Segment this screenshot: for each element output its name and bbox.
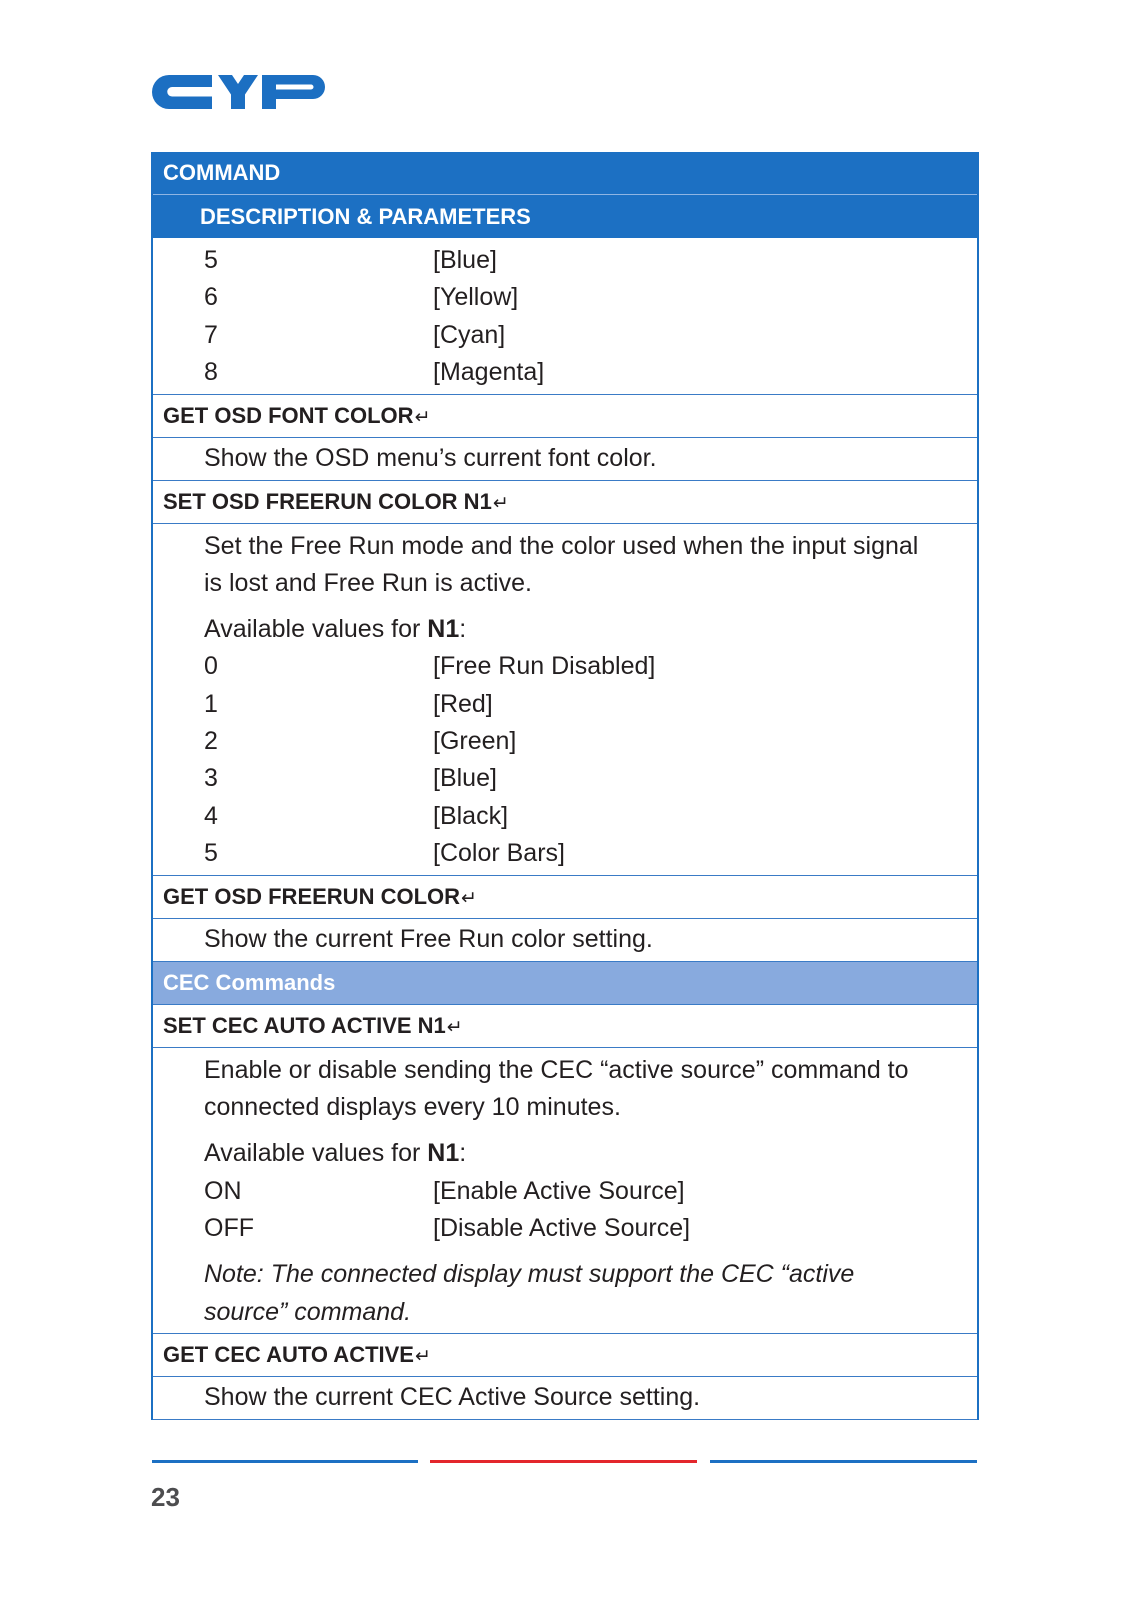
description-block [153, 1048, 977, 1334]
value-code: 6 [204, 283, 218, 312]
value-row [204, 648, 977, 685]
value-row [204, 1210, 977, 1247]
value-label: [Disable Active Source] [433, 1214, 691, 1243]
value-code: 0 [204, 652, 218, 681]
value-label: [Blue] [433, 246, 497, 274]
values-intro-prefix: Available values for [204, 614, 428, 643]
value-row [204, 1173, 977, 1210]
value-row [204, 798, 977, 835]
command-name: GET OSD FREERUN COLOR [163, 884, 461, 909]
parameter-name: N1 [427, 614, 460, 643]
value-code: 2 [204, 727, 218, 756]
description-text: Show the current CEC Active Source setting. [204, 1383, 701, 1411]
note-line: Note: The connected display must support the CEC “active [204, 1260, 855, 1289]
value-label: [Enable Active Source] [433, 1176, 685, 1205]
values-intro-suffix: : [459, 1139, 467, 1168]
value-row [204, 686, 977, 723]
page-number: 23 [151, 1482, 180, 1512]
value-label: [Red] [433, 689, 493, 718]
values-intro-prefix: Available values for [204, 1139, 428, 1168]
value-row [204, 760, 977, 797]
enter-icon: ↵ [446, 1016, 463, 1038]
logo-y-shape [218, 75, 258, 109]
value-code: OFF [204, 1214, 254, 1243]
footer-rule-left [152, 1460, 418, 1463]
section-title: CEC Commands [163, 970, 336, 995]
command-name: GET OSD FONT COLOR [163, 403, 414, 428]
table-header-command [153, 152, 977, 195]
command-name: SET OSD FREERUN COLOR N1 [163, 489, 492, 514]
table-header-description [153, 195, 977, 238]
command-row [153, 481, 977, 524]
command-table [151, 152, 979, 1420]
values-intro-suffix: : [459, 614, 467, 643]
command-name: SET CEC AUTO ACTIVE N1 [163, 1013, 446, 1038]
footer-rule-right [710, 1460, 977, 1463]
header-description-label: DESCRIPTION & PARAMETERS [200, 204, 531, 229]
enter-icon: ↵ [414, 406, 431, 428]
value-code: 5 [204, 246, 218, 274]
values-intro [204, 611, 977, 648]
value-code: 7 [204, 320, 218, 349]
description-line: connected displays every 10 minutes. [204, 1093, 621, 1122]
values-intro [204, 1135, 977, 1172]
enter-icon: ↵ [461, 887, 477, 909]
value-row [204, 835, 977, 872]
description-text: Show the current Free Run color setting. [204, 925, 653, 953]
value-code: 4 [204, 801, 218, 830]
value-label: [Magenta] [433, 358, 545, 387]
logo-c-shape [152, 75, 212, 109]
cyp-logo [152, 75, 326, 109]
value-row [204, 279, 977, 316]
command-row [153, 1334, 977, 1377]
description-row [153, 438, 977, 481]
value-label: [Blue] [433, 764, 497, 793]
description-row [153, 1377, 977, 1420]
enter-icon: ↵ [414, 1345, 431, 1367]
command-row [153, 1005, 977, 1048]
value-row [204, 242, 977, 279]
value-row [204, 723, 977, 760]
value-label: [Yellow] [433, 283, 519, 312]
value-code: 3 [204, 764, 218, 793]
description-line: Enable or disable sending the CEC “active source” command to [204, 1056, 909, 1084]
value-code: 5 [204, 839, 218, 868]
command-row [153, 395, 977, 438]
section-header-cec [153, 962, 977, 1005]
parameter-name: N1 [427, 1139, 460, 1168]
value-code: 8 [204, 358, 218, 387]
description-block [153, 524, 977, 876]
enter-icon: ↵ [492, 492, 509, 514]
value-label: [Color Bars] [433, 839, 565, 868]
header-command-label: COMMAND [163, 160, 281, 185]
description-line: Set the Free Run mode and the color used when the input signal [204, 531, 919, 560]
value-code: 1 [204, 689, 218, 718]
command-name: GET CEC AUTO ACTIVE [163, 1342, 414, 1367]
value-row [204, 317, 977, 354]
description-text: Show the OSD menu’s current font color. [204, 444, 657, 472]
value-label: [Green] [433, 727, 517, 756]
footer-rule-center [430, 1460, 697, 1463]
value-label: [Cyan] [433, 320, 506, 349]
value-label: [Black] [433, 801, 509, 830]
command-row [153, 876, 977, 919]
value-code: ON [204, 1176, 242, 1205]
description-row [153, 919, 977, 962]
continued-values-block [153, 238, 977, 395]
value-label: [Free Run Disabled] [433, 652, 656, 681]
description-line: is lost and Free Run is active. [204, 568, 532, 597]
note-line: source” command. [204, 1297, 412, 1326]
logo-p-shape [262, 75, 325, 109]
value-row [204, 354, 977, 391]
